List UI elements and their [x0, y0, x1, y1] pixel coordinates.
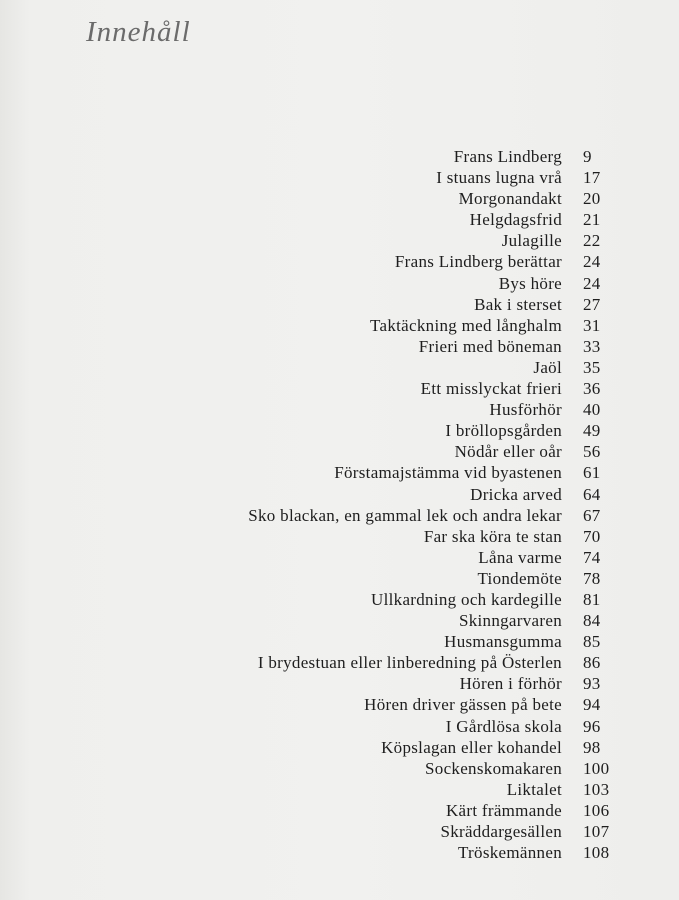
toc-entry-page-number: 35 — [583, 357, 601, 377]
toc-entry — [0, 484, 679, 505]
toc-entry-title: Förstamajstämma vid byastenen — [334, 463, 562, 483]
toc-entry-title: Far ska köra te stan — [423, 526, 562, 546]
toc-entry — [0, 631, 679, 652]
toc-entry-title: Köpslagan eller kohandel — [381, 737, 562, 757]
toc-entry — [0, 462, 679, 483]
toc-entry-page-number: 49 — [583, 421, 601, 441]
toc-entry-page-number: 108 — [583, 843, 610, 863]
toc-entry — [0, 568, 679, 589]
toc-entry — [0, 800, 679, 821]
toc-entry — [0, 526, 679, 547]
toc-entry-page-number: 33 — [583, 336, 601, 356]
toc-entry-page-number: 70 — [583, 526, 601, 546]
toc-entry-page-number: 98 — [583, 737, 601, 757]
toc-entry-page-number: 40 — [583, 400, 601, 420]
toc-entry-page-number: 64 — [583, 484, 601, 504]
toc-entry — [0, 357, 679, 378]
toc-entry — [0, 737, 679, 758]
toc-entry-page-number: 17 — [583, 168, 601, 188]
toc-entry-title: Låna varme — [478, 547, 562, 567]
toc-entry-page-number: 67 — [583, 505, 601, 525]
toc-entry — [0, 315, 679, 336]
toc-entry-page-number: 100 — [583, 758, 610, 778]
toc-entry — [0, 146, 679, 167]
toc-entry — [0, 694, 679, 715]
toc-entry — [0, 610, 679, 631]
toc-entry-page-number: 93 — [583, 674, 601, 694]
toc-entry-page-number: 96 — [583, 716, 601, 736]
toc-entry-title: Husförhör — [489, 400, 562, 420]
toc-entry-page-number: 94 — [583, 695, 601, 715]
toc-entry — [0, 188, 679, 209]
toc-entry-title: Tiondemöte — [477, 568, 562, 588]
toc-entry — [0, 294, 679, 315]
toc-entry — [0, 652, 679, 673]
toc-entry — [0, 716, 679, 737]
toc-entry — [0, 821, 679, 842]
toc-entry-title: I brydestuan eller linberedning på Österlen — [257, 653, 562, 673]
toc-entry — [0, 420, 679, 441]
toc-entry-page-number: 9 — [583, 147, 592, 166]
toc-entry-title: I Gårdlösa skola — [445, 716, 562, 736]
toc-entry — [0, 505, 679, 526]
toc-entry-page-number: 56 — [583, 442, 601, 462]
toc-entry-title: Skräddargesällen — [440, 822, 562, 841]
toc-entry-title: Husmansgumma — [444, 632, 562, 652]
toc-entry — [0, 378, 679, 399]
toc-entry — [0, 230, 679, 251]
toc-entry-page-number: 22 — [583, 231, 601, 251]
toc-entry-page-number: 21 — [583, 210, 601, 230]
toc-entry-page-number: 107 — [583, 822, 610, 841]
toc-entry-title: Frans Lindberg — [453, 147, 562, 166]
toc-entry-page-number: 20 — [583, 189, 601, 209]
toc-entry — [0, 209, 679, 230]
toc-entry-page-number: 61 — [583, 463, 601, 483]
toc-entry-title: Morgonandakt — [458, 189, 562, 209]
toc-entry — [0, 441, 679, 462]
toc-entry-title: Taktäckning med långhalm — [369, 315, 562, 335]
toc-entry-title: Sko blackan, en gammal lek och andra lekar — [248, 505, 562, 525]
toc-entry — [0, 673, 679, 694]
toc-entry-page-number: 27 — [583, 294, 601, 314]
toc-entry-page-number: 81 — [583, 589, 601, 609]
toc-entry-title: Sockenskomakaren — [425, 758, 562, 778]
toc-entry-title: Nödår eller oår — [454, 442, 562, 462]
toc-entry — [0, 399, 679, 420]
toc-entry — [0, 758, 679, 779]
toc-entry-title: Hören driver gässen på bete — [364, 695, 562, 715]
toc-entry-title: I stuans lugna vrå — [436, 168, 562, 188]
toc-entry-title: Dricka arved — [470, 484, 562, 504]
toc-entry-title: Ullkardning och kardegille — [371, 589, 562, 609]
toc-entry-title: Kärt främmande — [445, 800, 562, 820]
toc-entry-page-number: 31 — [583, 315, 601, 335]
toc-entry — [0, 842, 679, 863]
toc-entry-page-number: 78 — [583, 568, 601, 588]
toc-entry-page-number: 24 — [583, 252, 601, 272]
toc-entry-title: Tröskemännen — [457, 843, 562, 863]
toc-entry-page-number: 24 — [583, 273, 601, 293]
toc-entry-page-number: 36 — [583, 379, 601, 399]
toc-entry-title: Skinngarvaren — [458, 611, 562, 631]
toc-entry-page-number: 85 — [583, 632, 601, 652]
toc-entry-page-number: 74 — [583, 547, 601, 567]
toc-entry — [0, 547, 679, 568]
toc-entry — [0, 589, 679, 610]
toc-entry — [0, 273, 679, 294]
toc-entry — [0, 336, 679, 357]
table-of-contents — [0, 146, 679, 863]
toc-entry-page-number: 84 — [583, 611, 601, 631]
toc-entry-title: Frieri med böneman — [418, 336, 562, 356]
toc-entry — [0, 779, 679, 800]
toc-entry-page-number: 106 — [583, 800, 610, 820]
toc-entry-title: Liktalet — [506, 779, 562, 799]
toc-entry — [0, 251, 679, 272]
toc-entry-title: I bröllopsgården — [445, 421, 562, 441]
toc-entry-page-number: 86 — [583, 653, 601, 673]
page-heading: Innehåll — [86, 16, 191, 48]
toc-entry-page-number: 103 — [583, 779, 610, 799]
toc-entry — [0, 167, 679, 188]
toc-entry-title: Jaöl — [533, 357, 562, 377]
toc-entry-title: Julagille — [501, 231, 562, 251]
toc-entry-title: Hören i förhör — [459, 674, 562, 694]
toc-entry-title: Helgdagsfrid — [469, 210, 562, 230]
toc-entry-title: Ett misslyckat frieri — [420, 379, 562, 399]
toc-entry-title: Bys höre — [498, 273, 562, 293]
toc-entry-title: Frans Lindberg berättar — [394, 252, 562, 272]
toc-entry-title: Bak i sterset — [474, 294, 562, 314]
